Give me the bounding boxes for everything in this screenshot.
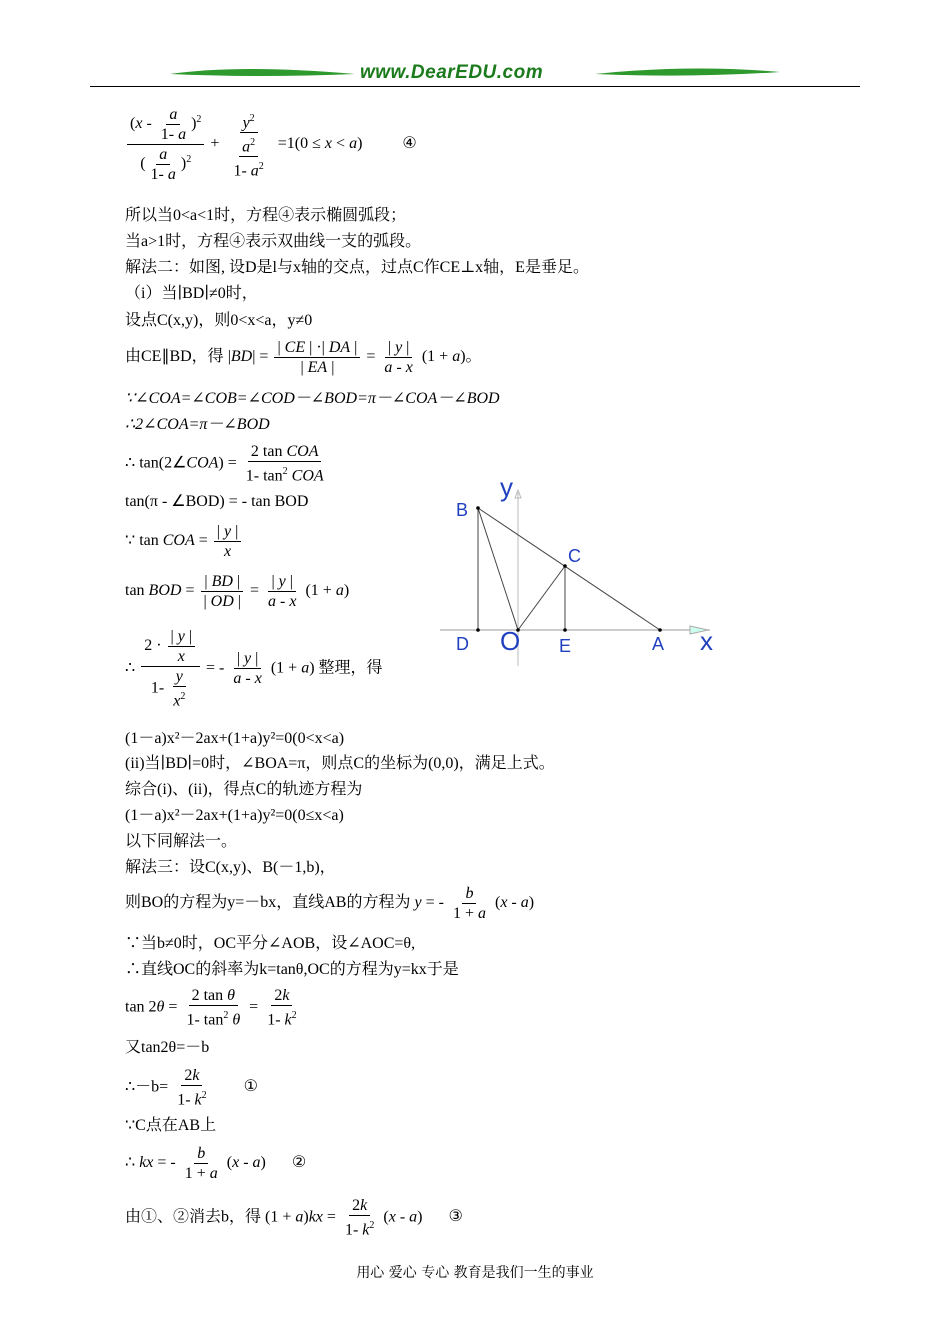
text-line: ∵C点在AB上 — [125, 1117, 217, 1134]
text-line: ∴直线OC的斜率为k=tanθ,OC的方程为y=kx于是 — [125, 961, 459, 978]
text-span: 由①、②消去b，得 — [125, 1208, 262, 1226]
text-span: ∴ — [125, 454, 136, 472]
text-line: 解法三：设C(x,y)、B(－1,b)， — [125, 859, 336, 876]
point-c — [563, 564, 567, 568]
text-line: (ii)当∣BD∣=0时，∠BOA=π，则点C的坐标为(0,0)，满足上式。 — [125, 755, 555, 772]
text-line: 所以当0<a<1时，方程④表示椭圆弧段； — [125, 207, 407, 224]
text-line: (1－a)x²－2ax+(1+a)y²=0(0≤x<a) — [125, 807, 344, 824]
text-span: ∴－b= — [125, 1078, 169, 1096]
header-rule — [90, 86, 860, 87]
text-line: (1－a)x²－2ax+(1+a)y²=0(0<x<a) — [125, 730, 345, 747]
text-span: ∴ — [125, 1154, 136, 1172]
segment-ba — [478, 508, 660, 630]
label-e: E — [559, 636, 572, 656]
point-d — [476, 628, 480, 632]
equation-tan-bod: tan(π - ∠BOD) = - tan BOD — [125, 493, 309, 510]
segment-bo — [478, 508, 518, 630]
equation-tancoa: ∵ tan COA = $\frac{| y |}{x}$ — [125, 522, 243, 561]
geometry-figure — [438, 470, 728, 670]
text-span: 整理，得 — [318, 659, 383, 677]
text-line: ∵当b≠0时，OC平分∠AOB，设∠AOC=θ, — [125, 935, 416, 952]
equation-tan2coa: ∴ tan(2∠COA) = $\frac{\text{2 tan COA}}{1- \tan^2 COA}$ — [125, 443, 324, 485]
equation-2: ∴ kx = - $\frac{b}{1 + a}$ (x - a) ② — [125, 1145, 307, 1182]
text-span: ∵ — [125, 532, 136, 550]
label-y: y — [500, 472, 513, 502]
text-span: 则BO的方程为y=－bx，直线AB的方程为 — [125, 894, 411, 912]
text-line: 设点C(x,y)，则0<x<a，y≠0 — [125, 312, 313, 329]
text-span: 由CE∥BD，得 — [125, 348, 224, 366]
equation-tag: ③ — [448, 1208, 463, 1226]
page-footer: 用心 爱心 专心 教育是我们一生的事业 — [356, 1265, 594, 1281]
text-line: 以下同解法一。 — [125, 833, 238, 850]
equation-tag: ④ — [402, 135, 417, 153]
equation-bd: 由CE∥BD，得 |BD| = $\frac{| CE | \cdot| DA |}{| EA |}$ = $\frac{| y |}{a - x}$ (1 + a)。 — [125, 339, 482, 376]
equation-tan2theta: tan 2θ = $\frac{\text{2 tan θ}}{1- \tan^2 \theta}$ = $\frac{2k}{1- k^2}$ — [125, 987, 297, 1029]
page-header — [90, 62, 860, 92]
equation-1: ∴－b= $\frac{2k}{1- k^2}$ ① — [125, 1067, 258, 1109]
point-a — [658, 628, 662, 632]
text-span: ∴ — [125, 659, 136, 677]
equation-3: 由①、②消去b，得 (1 + a)kx = $\frac{2k}{1- k^2}$ (x - a) ③ — [125, 1197, 463, 1239]
text-line: （i）当∣BD∣≠0时， — [125, 285, 258, 302]
label-c: C — [568, 546, 581, 566]
text-line: 又tan2θ=－b — [125, 1039, 210, 1056]
equation-combined: ∴ 2 · $\frac{| y |}{x}$ 1- $\frac{y}{x^2}$ = - $\frac{| y |}{a - x}$ (1 + a) 整理，得 — [125, 628, 383, 710]
label-o: O — [500, 626, 521, 656]
label-x: x — [700, 626, 713, 656]
segment-oc — [518, 566, 565, 630]
equation-tag: ② — [291, 1154, 307, 1172]
label-a: A — [652, 634, 665, 654]
text-line: ∵∠COA=∠COB=∠COD－∠BOD=π－∠COA－∠BOD — [125, 390, 500, 407]
equation-ab-line: 则BO的方程为y=－bx，直线AB的方程为 y = - $\frac{b}{1 + a}$ (x - a) — [125, 885, 535, 922]
equation-tanbod: tan BOD = $\frac{| BD |}{| OD |}$ = $\frac{| y |}{a - x}$ (1 + a) — [125, 573, 350, 610]
point-b — [476, 506, 480, 510]
equation-tag: ① — [243, 1078, 258, 1096]
text-line: ∴2∠COA=π－∠BOD — [125, 416, 270, 433]
text-line: 当a>1时，方程④表示双曲线一支的弧段。 — [125, 233, 422, 250]
equation-4: (x - $\frac{a}{1- a}$ )$^2$ ( $\frac{a}{1- a}$ )$^2$ + $\frac{y^2}{\frac{a^2}{1- a^2}}$ =1(0 ≤ x < a) ④ — [125, 105, 417, 184]
label-d: D — [456, 634, 469, 654]
text-line: 综合(i)、(ii)，得点C的轨迹方程为 — [125, 781, 363, 798]
point-e — [563, 628, 567, 632]
label-b: B — [456, 500, 469, 520]
text-line: 解法二：如图, 设D是l与x轴的交点，过点C作CE⊥x轴，E是垂足。 — [125, 259, 589, 276]
site-logo: www.DearEDU.com — [360, 62, 544, 83]
